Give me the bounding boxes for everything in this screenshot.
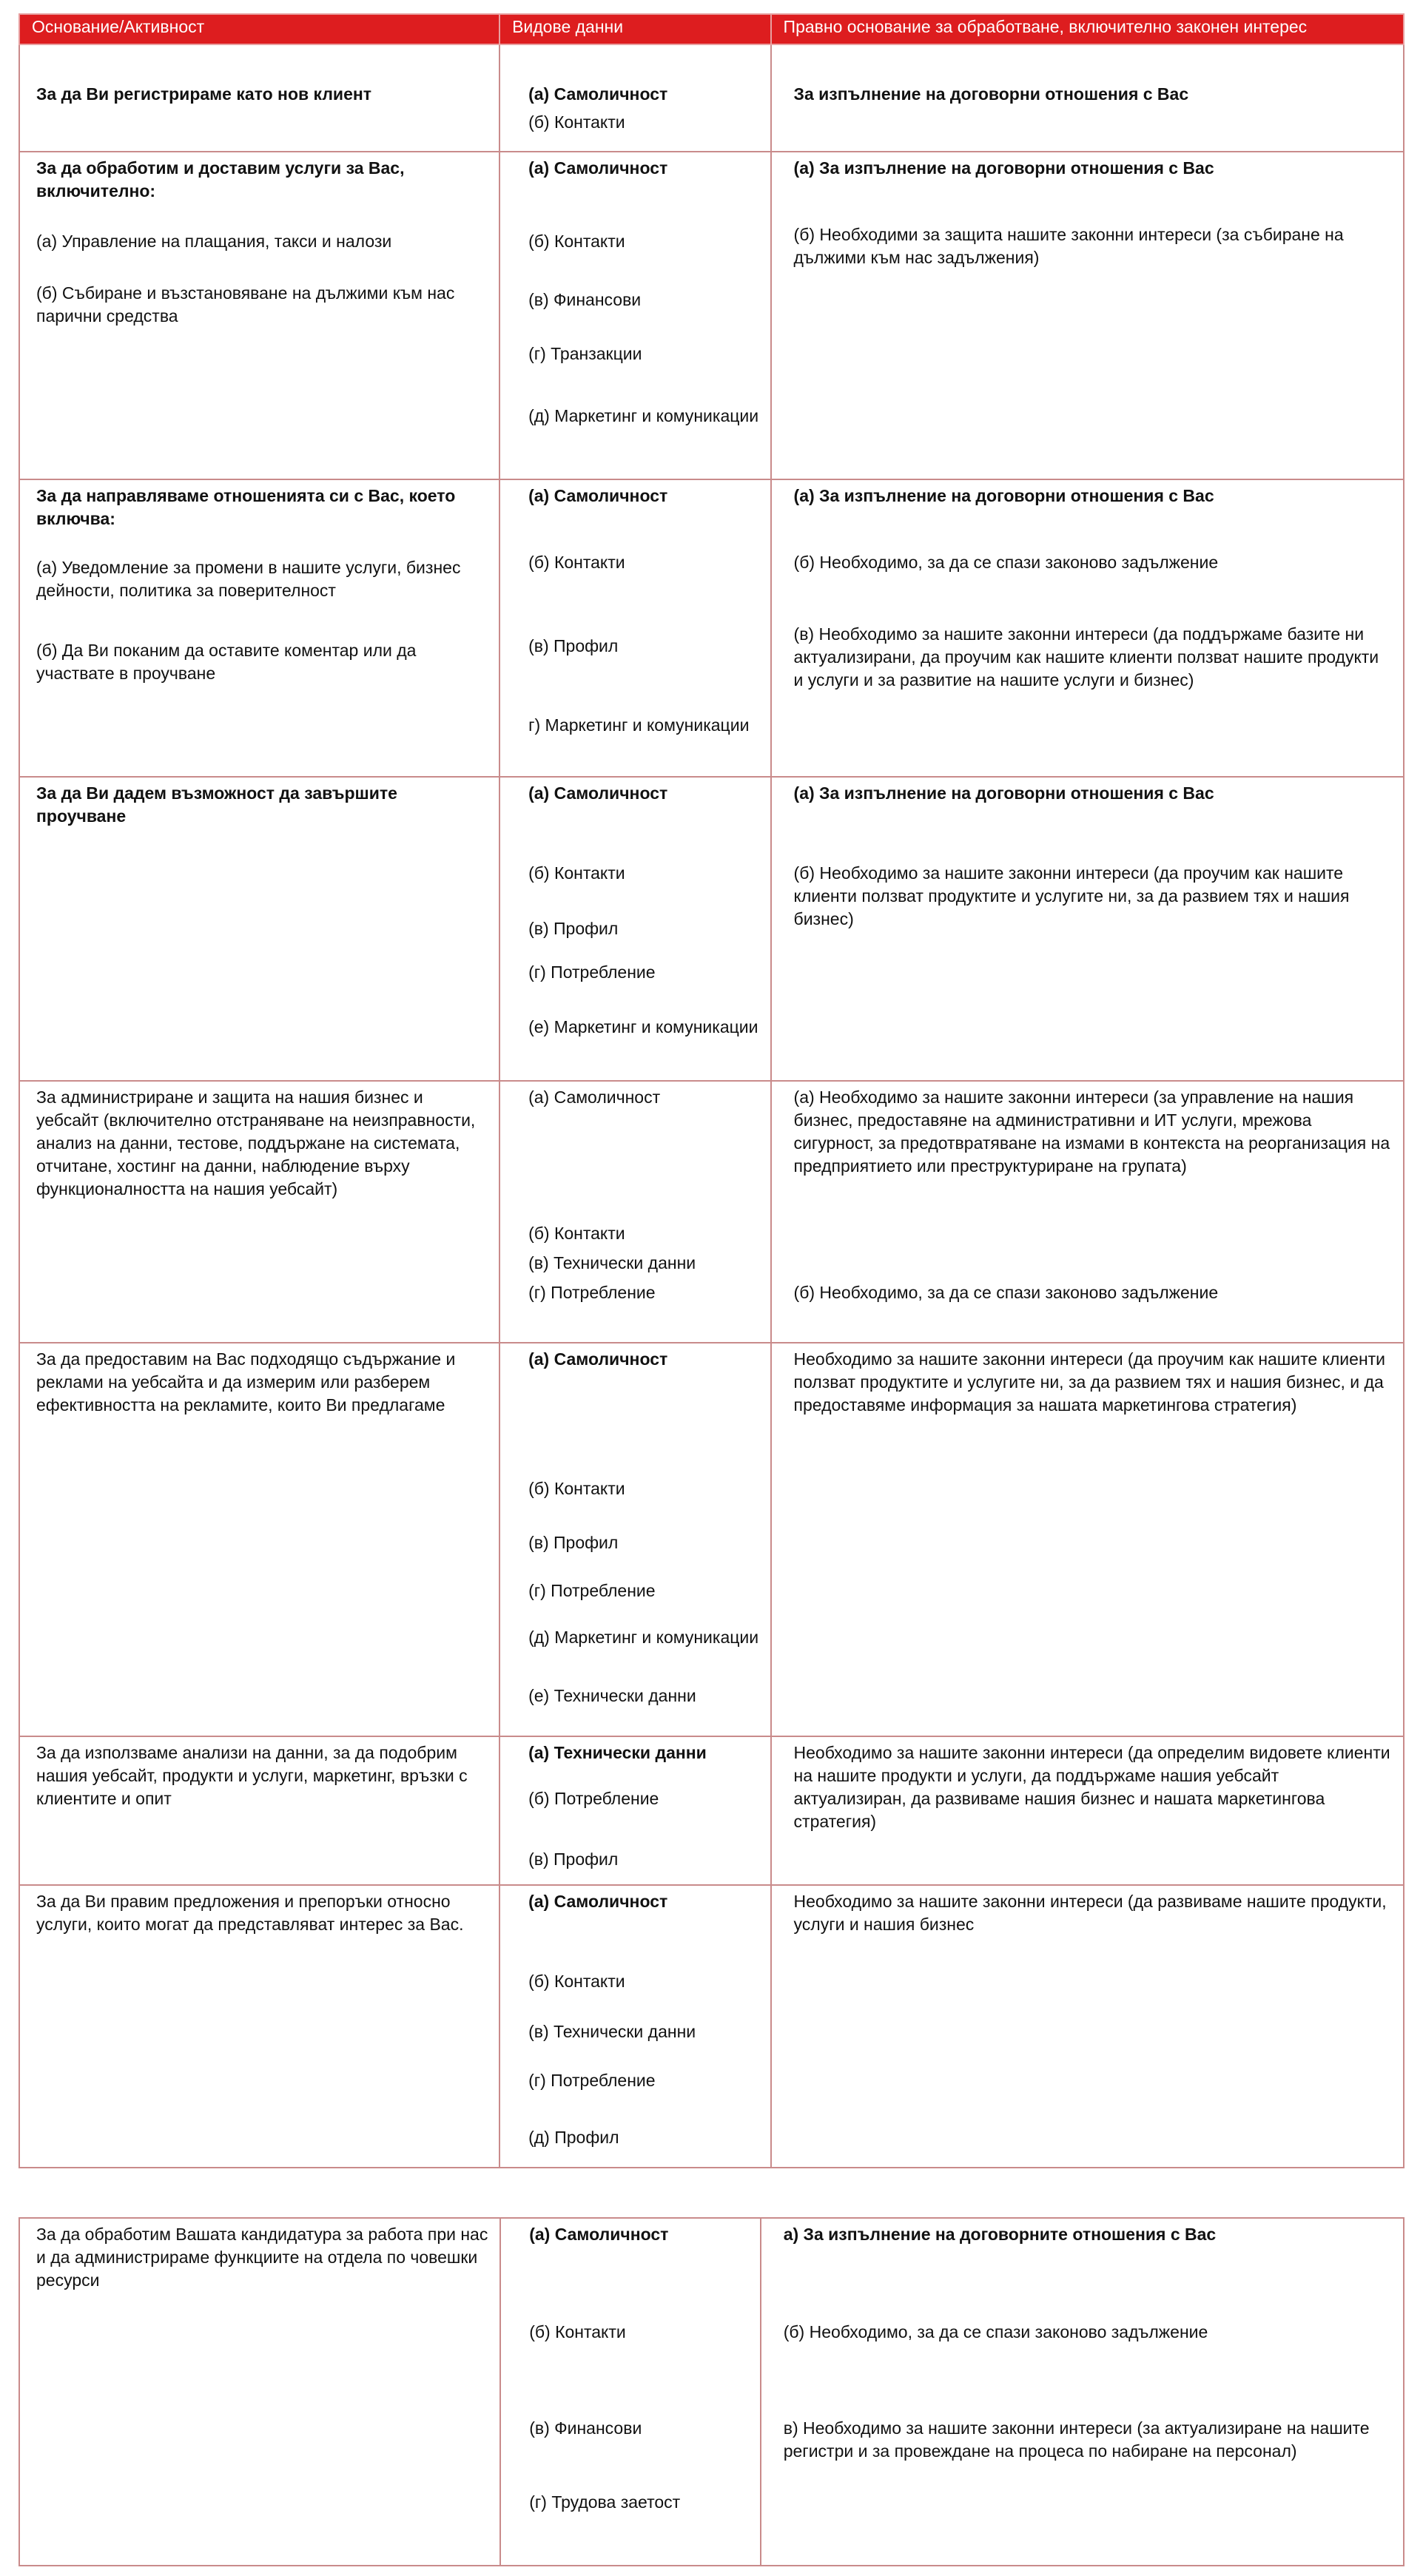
table-row	[19, 1736, 1404, 1885]
cell-paragraph: (е) Маркетинг и комуникации	[528, 1017, 758, 1036]
cell-paragraph: (а) Уведомление за промени в нашите услуги, бизнес дейности, политика за поверителност	[36, 558, 461, 600]
activity-cell	[19, 1885, 499, 2168]
cell-paragraph: (г) Потребление	[528, 962, 656, 982]
cell-paragraph: (б) Контакти	[529, 2322, 626, 2341]
cell-paragraph: (а) Самоличност	[528, 1088, 661, 1107]
cell-paragraph: Необходимо за нашите законни интереси (да определим видовете клиенти на нашите продукти и услуги, да поддържаме нашия уебсайт актуализиран, да развиваме нашия бизнес и нашата маркетингова стратегия)	[793, 1743, 1390, 1831]
cell-paragraph: (г) Трудова заетост	[529, 2492, 681, 2512]
cell-paragraph: (е) Технически данни	[528, 1686, 696, 1705]
cell-paragraph: (а) Технически данни	[528, 1743, 707, 1762]
cell-paragraph: (в) Профил	[528, 636, 619, 655]
cell-paragraph: (б) Контакти	[528, 112, 625, 132]
cell-paragraph: (б) Контакти	[528, 863, 625, 883]
cell-paragraph: (д) Маркетинг и комуникации	[528, 1628, 759, 1647]
cell-paragraph: (в) Профил	[528, 1850, 619, 1869]
cell-paragraph: (б) Контакти	[528, 1972, 625, 1991]
cell-paragraph: (г) Транзакции	[528, 344, 642, 363]
header-legal-basis: Правно основание за обработване, включително законен интерес	[771, 14, 1404, 44]
table-row	[19, 44, 1404, 152]
cell-paragraph: За да обработим Вашата кандидатура за работа при нас и да администрираме функциите на отдела по човешки ресурси	[36, 2225, 488, 2290]
cell-paragraph: За да обработим и доставим услуги за Вас, включително:	[36, 158, 405, 200]
cell-paragraph: (б) Потребление	[528, 1789, 659, 1808]
cell-paragraph: За да Ви регистрираме като нов клиент	[36, 84, 372, 104]
cell-paragraph: Необходимо за нашите законни интереси (да проучим как нашите клиенти ползват продуктите и услугите ни, за да развием тях и нашия бизнес, и да предоставяме информация за нашата маркетингова стратегия)	[793, 1349, 1386, 1415]
activity-cell	[19, 2218, 500, 2566]
cell-paragraph: (а) Самоличност	[528, 783, 668, 803]
table-row	[19, 2218, 1404, 2566]
data-types-cell	[499, 44, 770, 152]
cell-paragraph: За да направляваме отношенията си с Вас, което включва:	[36, 486, 456, 528]
cell-paragraph: (б) Контакти	[528, 232, 625, 251]
cell-paragraph: (б) Събиране и възстановяване на дължими към нас парични средства	[36, 283, 455, 326]
cell-paragraph: (в) Профил	[528, 1533, 619, 1552]
legal-basis-cell	[771, 152, 1404, 479]
activity-cell	[19, 479, 499, 777]
data-types-cell	[499, 152, 770, 479]
cell-paragraph: (в) Профил	[528, 919, 619, 938]
table-header-row	[19, 14, 1404, 44]
data-types-cell	[499, 1736, 770, 1885]
cell-paragraph: (в) Финансови	[529, 2418, 642, 2438]
cell-paragraph: (б) Необходимо, за да се спази законово задължение	[793, 1283, 1219, 1302]
activity-cell	[19, 44, 499, 152]
data-types-cell	[499, 1343, 770, 1736]
legal-basis-cell	[771, 44, 1404, 152]
activity-cell	[19, 152, 499, 479]
activity-cell	[19, 1081, 499, 1343]
cell-paragraph: За администриране и защита на нашия бизнес и уебсайт (включително отстраняване на неизправности, анализ на данни, тестове, поддържане на системата, отчитане, хостинг на данни, наблюдение върху функционалността на нашия уебсайт)	[36, 1088, 476, 1198]
table-row	[19, 479, 1404, 777]
cell-paragraph: (в) Необходимо за нашите законни интереси (да поддържаме базите ни актуализирани, да проучим как нашите клиенти ползват нашите продукти и услуги и за развитие на нашите услуги и бизнес)	[793, 624, 1379, 689]
cell-paragraph: (а) Самоличност	[529, 2225, 669, 2244]
header-activity: Основание/Активност	[19, 14, 499, 44]
cell-paragraph: (г) Потребление	[528, 1581, 656, 1600]
cell-paragraph: (б) Необходими за защита нашите законни интереси (за събиране на дължими към нас задължения)	[793, 225, 1344, 267]
cell-paragraph: (а) За изпълнение на договорни отношения с Вас	[793, 486, 1214, 505]
legal-basis-cell	[771, 479, 1404, 777]
cell-paragraph: а) За изпълнение на договорните отношения с Вас	[783, 2225, 1217, 2244]
legal-basis-cell	[771, 777, 1404, 1081]
cell-paragraph: (а) За изпълнение на договорни отношения с Вас	[793, 158, 1214, 178]
cell-paragraph: (б) Да Ви поканим да оставите коментар или да участвате в проучване	[36, 641, 417, 683]
cell-paragraph: (д) Маркетинг и комуникации	[528, 406, 759, 425]
cell-paragraph: (а) Самоличност	[528, 486, 668, 505]
data-types-cell	[499, 1885, 770, 2168]
processing-basis-table	[18, 13, 1405, 2168]
data-types-cell	[499, 1081, 770, 1343]
legal-basis-cell	[771, 1343, 1404, 1736]
legal-basis-cell	[771, 1885, 1404, 2168]
cell-paragraph: Необходимо за нашите законни интереси (да развиваме нашите продукти, услуги и нашия бизнес	[793, 1892, 1387, 1934]
cell-paragraph: (а) Самоличност	[528, 1892, 668, 1911]
cell-paragraph: (в) Технически данни	[528, 2022, 696, 2041]
legal-basis-cell	[771, 1081, 1404, 1343]
activity-cell	[19, 1736, 499, 1885]
cell-paragraph: (б) Необходимо, за да се спази законово задължение	[793, 553, 1219, 572]
cell-paragraph: (б) Контакти	[528, 1479, 625, 1498]
cell-paragraph: (в) Финансови	[528, 290, 642, 309]
table-row	[19, 152, 1404, 479]
cell-paragraph: в) Необходимо за нашите законни интереси (за актуализиране на нашите регистри и за провеждане на процеса по набиране на персонал)	[783, 2418, 1370, 2461]
cell-paragraph: За да Ви правим предложения и препоръки относно услуги, които могат да представляват интерес за Вас.	[36, 1892, 464, 1934]
data-types-cell	[500, 2218, 761, 2566]
cell-paragraph: (в) Технически данни	[528, 1253, 696, 1272]
data-types-cell	[499, 777, 770, 1081]
legal-basis-cell	[761, 2218, 1404, 2566]
cell-paragraph: (б) Контакти	[528, 553, 625, 572]
table-row	[19, 1885, 1404, 2168]
table-row	[19, 1081, 1404, 1343]
cell-paragraph: (а) Управление на плащания, такси и налози	[36, 232, 392, 251]
cell-paragraph: (а) Самоличност	[528, 84, 668, 104]
table-row	[19, 1343, 1404, 1736]
activity-cell	[19, 1343, 499, 1736]
activity-cell	[19, 777, 499, 1081]
cell-paragraph: (д) Профил	[528, 2128, 619, 2147]
cell-paragraph: За да използваме анализи на данни, за да подобрим нашия уебсайт, продукти и услуги, маркетинг, връзки с клиентите и опит	[36, 1743, 468, 1808]
cell-paragraph: (а) Самоличност	[528, 1349, 668, 1369]
table-row	[19, 777, 1404, 1081]
cell-paragraph: За да предоставим на Вас подходящо съдържание и реклами на уебсайта и да измерим или разберем ефективността на рекламите, които Ви предлагаме	[36, 1349, 456, 1415]
cell-paragraph: За изпълнение на договорни отношения с Вас	[793, 84, 1189, 104]
cell-paragraph: г) Маркетинг и комуникации	[528, 715, 750, 735]
cell-paragraph: За да Ви дадем възможност да завършите проучване	[36, 783, 397, 826]
cell-paragraph: (б) Контакти	[528, 1224, 625, 1243]
cell-paragraph: (б) Необходимо за нашите законни интереси (да проучим как нашите клиенти ползват продуктите и услугите ни, за да развием тях и нашия бизнес)	[793, 863, 1350, 928]
data-types-cell	[499, 479, 770, 777]
header-data-types: Видове данни	[499, 14, 770, 44]
cell-paragraph: (а) Необходимо за нашите законни интереси (за управление на нашия бизнес, предоставяне на административни и ИТ услуги, мрежова сигурност, за предотвратяване на измами в контекста на реорганизация на предприятието или преструктуриране на групата)	[793, 1088, 1390, 1176]
cell-paragraph: (б) Необходимо, за да се спази законово задължение	[783, 2322, 1208, 2341]
legal-basis-cell	[771, 1736, 1404, 1885]
cell-paragraph: (г) Потребление	[528, 2071, 656, 2090]
cell-paragraph: (а) Самоличност	[528, 158, 668, 178]
cell-paragraph: (а) За изпълнение на договорни отношения с Вас	[793, 783, 1214, 803]
hr-processing-table	[18, 2217, 1405, 2566]
cell-paragraph: (г) Потребление	[528, 1283, 656, 1302]
